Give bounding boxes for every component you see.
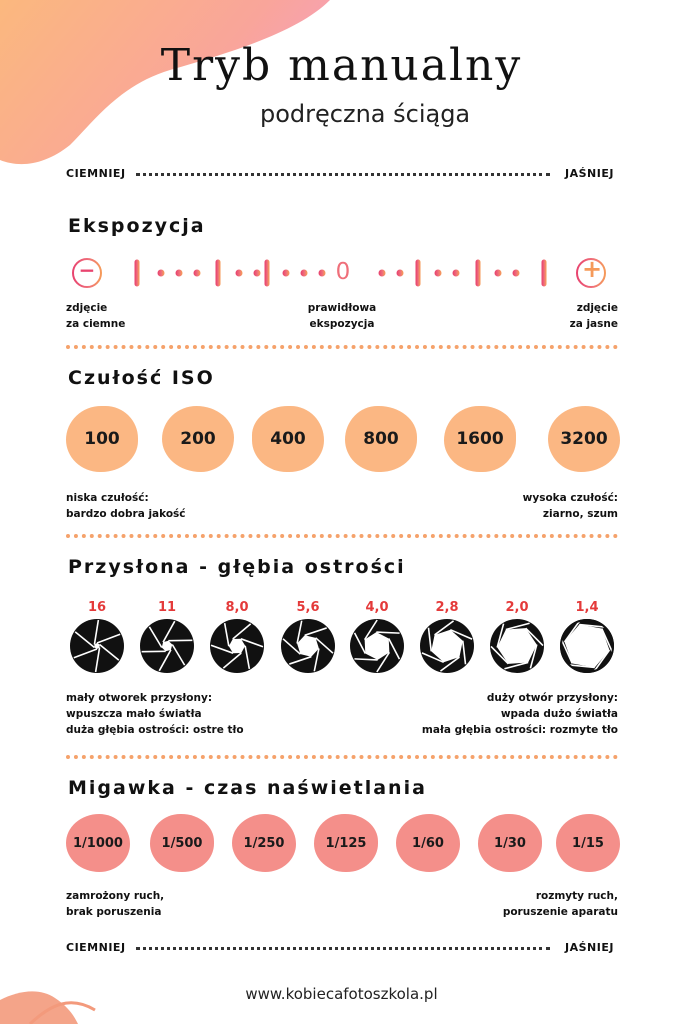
iso-title: Czułość ISO: [68, 367, 215, 389]
iso-low-note: niska czułość: bardzo dobra jakość: [66, 492, 186, 520]
fnumber-label: 2,0: [505, 600, 529, 615]
shutter-value-1-125: 1/125: [314, 814, 378, 872]
exposure-left-label: zdjęcie za ciemne: [66, 302, 126, 330]
scale-darker-label-bottom: CIEMNIEJ: [66, 941, 126, 954]
aperture-icon: [487, 616, 547, 676]
shutter-value-1-60: 1/60: [396, 814, 460, 872]
shutter-fast-note: zamrożony ruch, brak poruszenia: [66, 890, 165, 918]
aperture-icon: [278, 616, 338, 676]
fnumber-label: 1,4: [575, 600, 599, 615]
shutter-value-1-1000: 1/1000: [66, 814, 130, 872]
separator-1: [66, 345, 618, 349]
aperture-icon: [137, 616, 197, 676]
aperture-small-note: mały otworek przysłony: wpuszcza mało światła duża głębia ostrości: ostre tło: [66, 692, 244, 736]
iso-value-1600: 1600: [444, 406, 516, 472]
scale-dotline-bottom: [136, 947, 550, 950]
fnumber-label: 2,8: [435, 600, 459, 615]
iso-value-3200: 3200: [548, 406, 620, 472]
page-title: Tryb manualny: [160, 40, 523, 91]
scale-brighter-label-top: JAŚNIEJ: [565, 167, 614, 180]
separator-2: [66, 534, 618, 538]
iso-value-400: 400: [252, 406, 324, 472]
shutter-title: Migawka - czas naświetlania: [68, 777, 427, 799]
plus-icon: +: [581, 255, 603, 283]
separator-3: [66, 755, 618, 759]
scale-dotline-top: [136, 173, 550, 176]
minus-icon: −: [78, 258, 96, 282]
shutter-value-1-500: 1/500: [150, 814, 214, 872]
footer-url: www.kobiecafotoszkola.pl: [245, 985, 438, 1003]
aperture-icon: [557, 616, 617, 676]
iso-value-200: 200: [162, 406, 234, 472]
aperture-icon: [67, 616, 127, 676]
aperture-icon: [417, 616, 477, 676]
shutter-slow-note: rozmyty ruch, poruszenie aparatu: [502, 890, 618, 918]
shutter-value-1-15: 1/15: [556, 814, 620, 872]
fnumber-label: 5,6: [296, 600, 320, 615]
fnumber-label: 8,0: [225, 600, 249, 615]
shutter-value-1-30: 1/30: [478, 814, 542, 872]
exposure-right-label: zdjęcie za jasne: [569, 302, 618, 330]
shutter-value-1-250: 1/250: [232, 814, 296, 872]
fnumber-label: 4,0: [365, 600, 389, 615]
fnumber-label: 16: [87, 600, 107, 615]
aperture-large-note: duży otwór przysłony: wpada dużo światła mała głębia ostrości: rozmyte tło: [421, 692, 618, 736]
zero-icon: 0: [335, 259, 351, 285]
aperture-title: Przysłona - głębia ostrości: [68, 556, 406, 578]
scale-darker-label-top: CIEMNIEJ: [66, 167, 126, 180]
exposure-center-label: prawidłowa ekspozycja: [307, 302, 377, 330]
iso-value-800: 800: [345, 406, 417, 472]
iso-high-note: wysoka czułość: ziarno, szum: [522, 492, 618, 520]
iso-value-100: 100: [66, 406, 138, 472]
exposure-title: Ekspozycja: [68, 215, 206, 237]
page-subtitle: podręczna ściąga: [260, 100, 471, 128]
scale-brighter-label-bottom: JAŚNIEJ: [565, 941, 614, 954]
aperture-icon: [347, 616, 407, 676]
aperture-icon: [207, 616, 267, 676]
fnumber-label: 11: [157, 600, 177, 615]
